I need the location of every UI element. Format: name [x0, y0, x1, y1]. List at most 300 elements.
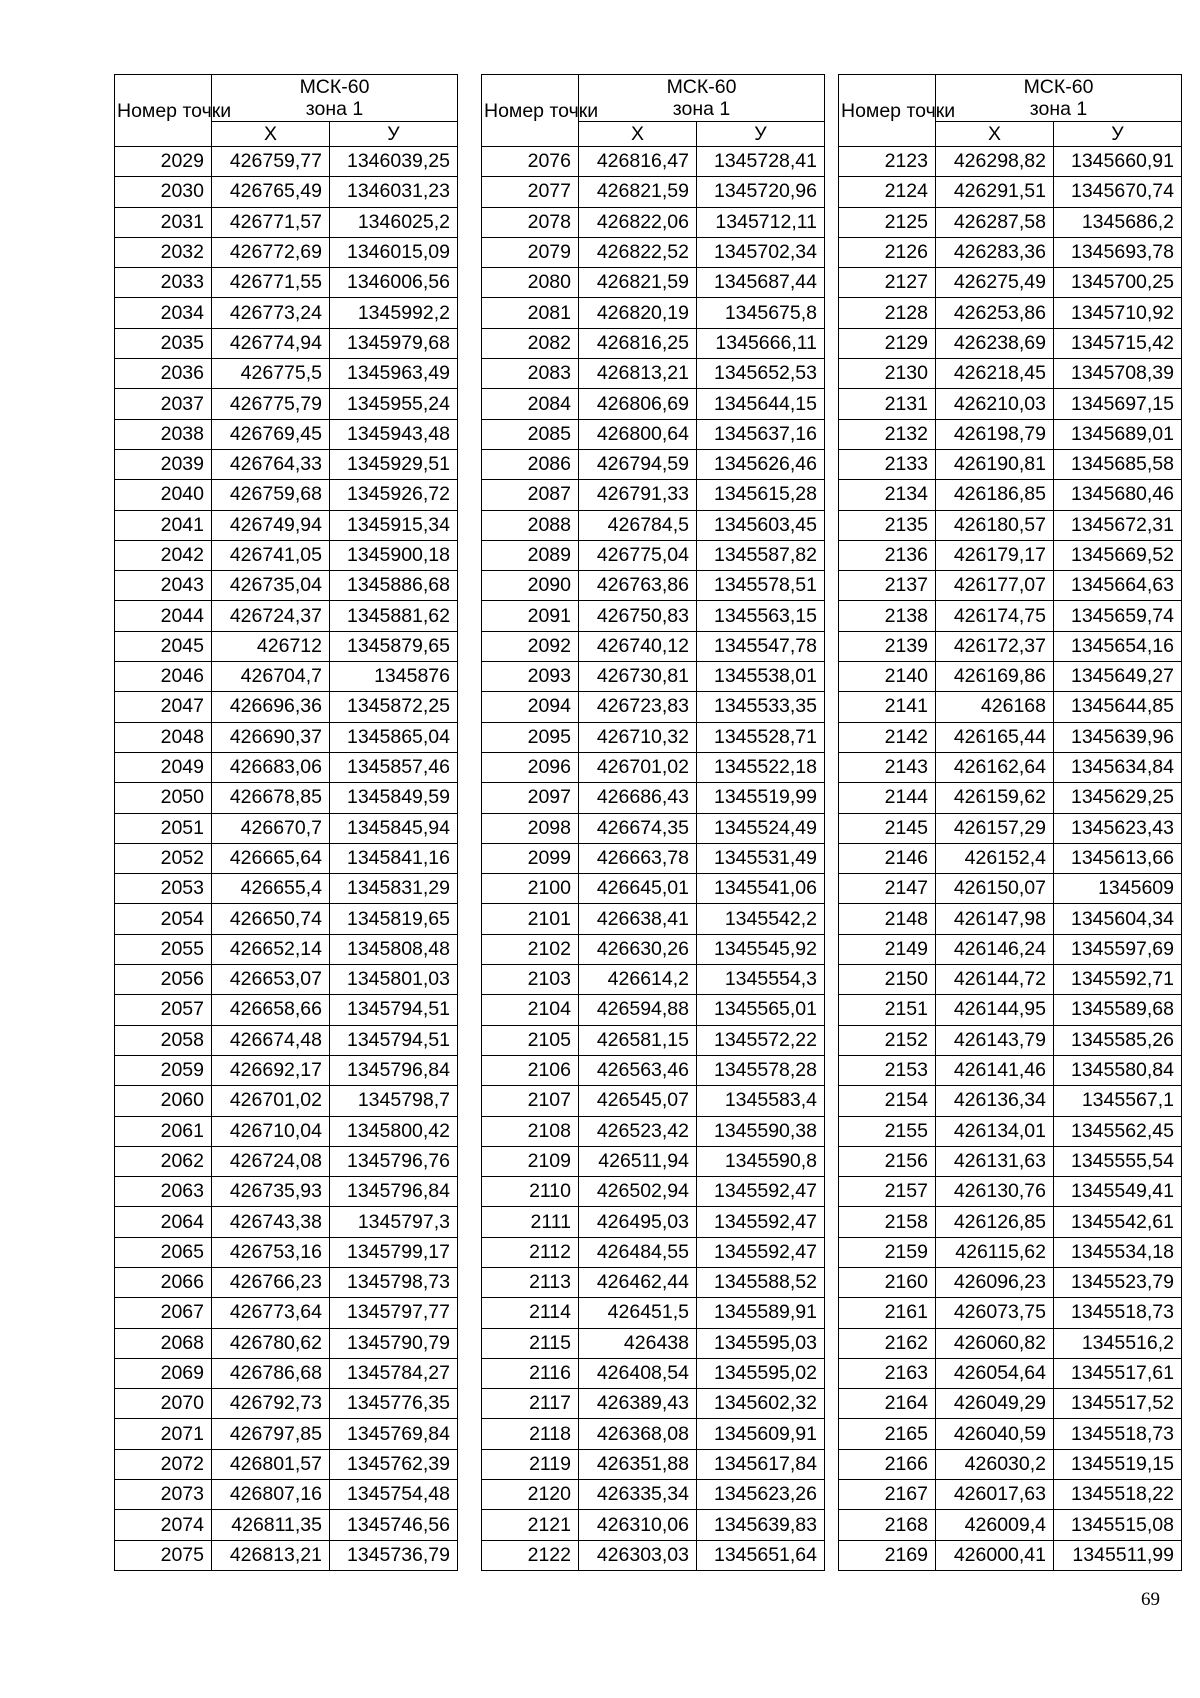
point-number-cell: 2107: [482, 1086, 579, 1116]
y-coordinate-cell: 1345798,7: [330, 1086, 458, 1116]
point-number-cell: 2085: [482, 419, 579, 449]
table-row: [482, 177, 825, 207]
point-number-cell: 2096: [482, 752, 579, 782]
table-row: [115, 1207, 458, 1237]
point-number-cell: 2030: [115, 177, 212, 207]
point-number-cell: 2061: [115, 1116, 212, 1146]
table-row: [482, 1449, 825, 1479]
y-coordinate-cell: 1345955,24: [330, 389, 458, 419]
point-number-cell: 2151: [839, 995, 936, 1025]
table-row: [115, 601, 458, 631]
table-row: [839, 480, 1182, 510]
table-row: [839, 874, 1182, 904]
table-row: [482, 389, 825, 419]
point-number-header: Номер точки: [839, 75, 936, 147]
table-row: [839, 1086, 1182, 1116]
y-coordinate-cell: 1345518,22: [1054, 1480, 1182, 1510]
table-row: [115, 692, 458, 722]
x-column-header: Х: [936, 122, 1054, 147]
x-coordinate-cell: 426723,83: [579, 692, 697, 722]
point-number-cell: 2149: [839, 934, 936, 964]
table-row: [839, 843, 1182, 873]
y-coordinate-cell: 1345831,29: [330, 874, 458, 904]
y-coordinate-cell: 1345712,11: [697, 207, 825, 237]
x-coordinate-cell: 426710,04: [212, 1116, 330, 1146]
table-row: [482, 328, 825, 358]
y-coordinate-cell: 1345572,22: [697, 1025, 825, 1055]
x-coordinate-cell: 426291,51: [936, 177, 1054, 207]
zone-name: зона 1: [305, 98, 364, 120]
x-coordinate-cell: 426794,59: [579, 449, 697, 479]
table-row: [115, 843, 458, 873]
y-coordinate-cell: 1345639,83: [697, 1510, 825, 1540]
point-number-cell: 2095: [482, 722, 579, 752]
x-coordinate-cell: 426144,95: [936, 995, 1054, 1025]
y-coordinate-cell: 1345680,46: [1054, 480, 1182, 510]
y-coordinate-cell: 1345992,2: [330, 298, 458, 328]
table-row: [839, 1540, 1182, 1570]
table-row: [482, 1358, 825, 1388]
y-coordinate-cell: 1345523,79: [1054, 1267, 1182, 1297]
table-row: [482, 359, 825, 389]
table-row: [482, 298, 825, 328]
y-coordinate-cell: 1345644,85: [1054, 692, 1182, 722]
point-number-cell: 2148: [839, 904, 936, 934]
y-coordinate-cell: 1345565,01: [697, 995, 825, 1025]
x-coordinate-cell: 426638,41: [579, 904, 697, 934]
y-coordinate-cell: 1345798,73: [330, 1267, 458, 1297]
point-number-cell: 2109: [482, 1146, 579, 1176]
x-coordinate-cell: 426511,94: [579, 1146, 697, 1176]
point-number-cell: 2146: [839, 843, 936, 873]
point-number-cell: 2167: [839, 1480, 936, 1510]
x-coordinate-cell: 426759,68: [212, 480, 330, 510]
x-coordinate-cell: 426674,48: [212, 1025, 330, 1055]
point-number-cell: 2140: [839, 662, 936, 692]
table-row: [115, 1449, 458, 1479]
point-number-cell: 2067: [115, 1298, 212, 1328]
y-coordinate-cell: 1345623,26: [697, 1480, 825, 1510]
table-row: [839, 1449, 1182, 1479]
y-coordinate-cell: 1345720,96: [697, 177, 825, 207]
x-coordinate-cell: 426821,59: [579, 268, 697, 298]
y-coordinate-cell: 1345626,46: [697, 449, 825, 479]
table-row: [115, 874, 458, 904]
x-coordinate-cell: 426822,52: [579, 237, 697, 267]
point-number-cell: 2126: [839, 237, 936, 267]
table-row: [839, 995, 1182, 1025]
x-coordinate-cell: 426750,83: [579, 601, 697, 631]
table-row: [115, 389, 458, 419]
point-number-cell: 2052: [115, 843, 212, 873]
x-coordinate-cell: 426724,08: [212, 1146, 330, 1176]
y-coordinate-cell: 1345583,4: [697, 1086, 825, 1116]
point-number-cell: 2054: [115, 904, 212, 934]
x-coordinate-cell: 426054,64: [936, 1358, 1054, 1388]
table-row: [839, 237, 1182, 267]
table-row: [839, 1419, 1182, 1449]
x-coordinate-cell: 426813,21: [212, 1540, 330, 1570]
x-coordinate-cell: 426710,32: [579, 722, 697, 752]
y-coordinate-cell: 1345652,53: [697, 359, 825, 389]
table-row: [482, 904, 825, 934]
x-coordinate-cell: 426807,16: [212, 1480, 330, 1510]
x-coordinate-cell: 426663,78: [579, 843, 697, 873]
x-coordinate-cell: 426665,64: [212, 843, 330, 873]
point-number-cell: 2147: [839, 874, 936, 904]
table-row: [482, 571, 825, 601]
point-number-cell: 2136: [839, 540, 936, 570]
table-row: [115, 147, 458, 177]
y-coordinate-cell: 1345669,52: [1054, 540, 1182, 570]
table-row: [482, 662, 825, 692]
table-row: [839, 1389, 1182, 1419]
x-coordinate-cell: 426645,01: [579, 874, 697, 904]
point-number-cell: 2106: [482, 1055, 579, 1085]
x-coordinate-cell: 426131,63: [936, 1146, 1054, 1176]
x-coordinate-cell: 426143,79: [936, 1025, 1054, 1055]
point-number-cell: 2097: [482, 783, 579, 813]
x-coordinate-cell: 426408,54: [579, 1358, 697, 1388]
x-coordinate-cell: 426017,63: [936, 1480, 1054, 1510]
table-row: [115, 1146, 458, 1176]
y-coordinate-cell: 1345799,17: [330, 1237, 458, 1267]
y-coordinate-cell: 1345686,2: [1054, 207, 1182, 237]
table-row: [115, 571, 458, 601]
point-number-cell: 2110: [482, 1177, 579, 1207]
x-coordinate-cell: 426136,34: [936, 1086, 1054, 1116]
x-coordinate-cell: 426658,66: [212, 995, 330, 1025]
point-number-cell: 2056: [115, 965, 212, 995]
point-number-cell: 2118: [482, 1419, 579, 1449]
y-coordinate-cell: 1345800,42: [330, 1116, 458, 1146]
table-row: [482, 1419, 825, 1449]
x-coordinate-cell: 426801,57: [212, 1449, 330, 1479]
x-column-header: Х: [212, 122, 330, 147]
y-coordinate-cell: 1345675,8: [697, 298, 825, 328]
point-number-cell: 2152: [839, 1025, 936, 1055]
point-number-cell: 2032: [115, 237, 212, 267]
y-column-header: У: [1054, 122, 1182, 147]
y-coordinate-cell: 1345517,52: [1054, 1389, 1182, 1419]
table-row: [115, 1086, 458, 1116]
point-number-cell: 2076: [482, 147, 579, 177]
x-coordinate-cell: 426740,12: [579, 631, 697, 661]
point-number-cell: 2116: [482, 1358, 579, 1388]
table-row: [482, 1025, 825, 1055]
y-coordinate-cell: 1345517,61: [1054, 1358, 1182, 1388]
point-number-cell: 2159: [839, 1237, 936, 1267]
y-coordinate-cell: 1345736,79: [330, 1540, 458, 1570]
table-row: [115, 722, 458, 752]
table-row: [839, 1116, 1182, 1146]
table-row: [839, 601, 1182, 631]
table-row: [482, 510, 825, 540]
system-name: МСК-60: [666, 76, 737, 98]
y-coordinate-cell: 1345754,48: [330, 1480, 458, 1510]
y-coordinate-cell: 1345511,99: [1054, 1540, 1182, 1570]
table-row: [839, 692, 1182, 722]
point-number-cell: 2050: [115, 783, 212, 813]
y-coordinate-cell: 1345700,25: [1054, 268, 1182, 298]
x-coordinate-cell: 426653,07: [212, 965, 330, 995]
point-number-cell: 2075: [115, 1540, 212, 1570]
table-row: [115, 268, 458, 298]
y-coordinate-cell: 1345562,45: [1054, 1116, 1182, 1146]
y-coordinate-cell: 1345518,73: [1054, 1419, 1182, 1449]
y-coordinate-cell: 1345879,65: [330, 631, 458, 661]
point-number-cell: 2079: [482, 237, 579, 267]
y-column-header: У: [697, 122, 825, 147]
y-coordinate-cell: 1345637,16: [697, 419, 825, 449]
table-row: [839, 783, 1182, 813]
y-coordinate-cell: 1345639,96: [1054, 722, 1182, 752]
y-coordinate-cell: 1345549,41: [1054, 1177, 1182, 1207]
table-row: [115, 449, 458, 479]
table-row: [839, 904, 1182, 934]
x-coordinate-cell: 426652,14: [212, 934, 330, 964]
point-number-cell: 2161: [839, 1298, 936, 1328]
y-coordinate-cell: 1345796,76: [330, 1146, 458, 1176]
table-row: [839, 1237, 1182, 1267]
x-coordinate-cell: 426743,38: [212, 1207, 330, 1237]
x-coordinate-cell: 426775,5: [212, 359, 330, 389]
y-coordinate-cell: 1345531,49: [697, 843, 825, 873]
point-number-cell: 2113: [482, 1267, 579, 1297]
x-coordinate-cell: 426190,81: [936, 449, 1054, 479]
table-row: [839, 965, 1182, 995]
point-number-cell: 2112: [482, 1237, 579, 1267]
point-number-cell: 2127: [839, 268, 936, 298]
table-row: [839, 813, 1182, 843]
y-coordinate-cell: 1345623,43: [1054, 813, 1182, 843]
point-number-cell: 2093: [482, 662, 579, 692]
table-row: [115, 934, 458, 964]
y-coordinate-cell: 1345519,99: [697, 783, 825, 813]
y-coordinate-cell: 1345541,06: [697, 874, 825, 904]
point-number-cell: 2060: [115, 1086, 212, 1116]
x-coordinate-cell: 426168: [936, 692, 1054, 722]
point-number-cell: 2153: [839, 1055, 936, 1085]
y-coordinate-cell: 1345801,03: [330, 965, 458, 995]
table-row: [482, 1540, 825, 1570]
point-number-cell: 2123: [839, 147, 936, 177]
table-row: [839, 298, 1182, 328]
table-row: [482, 1298, 825, 1328]
table-row: [839, 1510, 1182, 1540]
point-number-cell: 2035: [115, 328, 212, 358]
system-name: МСК-60: [1023, 76, 1094, 98]
x-coordinate-cell: 426545,07: [579, 1086, 697, 1116]
table-row: [482, 449, 825, 479]
table-row: [839, 1328, 1182, 1358]
point-number-header: Номер точки: [482, 75, 579, 147]
table-row: [482, 1328, 825, 1358]
x-coordinate-cell: 426165,44: [936, 722, 1054, 752]
table-row: [115, 1116, 458, 1146]
table-row: [839, 449, 1182, 479]
x-coordinate-cell: 426115,62: [936, 1237, 1054, 1267]
y-coordinate-cell: 1345519,15: [1054, 1449, 1182, 1479]
y-coordinate-cell: 1345881,62: [330, 601, 458, 631]
point-number-cell: 2102: [482, 934, 579, 964]
table-row: [482, 783, 825, 813]
table-row: [482, 419, 825, 449]
y-coordinate-cell: 1345547,78: [697, 631, 825, 661]
x-coordinate-cell: 426146,24: [936, 934, 1054, 964]
y-coordinate-cell: 1345592,71: [1054, 965, 1182, 995]
x-coordinate-cell: 426134,01: [936, 1116, 1054, 1146]
table-row: [115, 1389, 458, 1419]
y-coordinate-cell: 1346015,09: [330, 237, 458, 267]
table-row: [115, 1540, 458, 1570]
x-coordinate-cell: 426696,36: [212, 692, 330, 722]
system-name: МСК-60: [299, 76, 370, 98]
point-number-cell: 2169: [839, 1540, 936, 1570]
table-row: [482, 1480, 825, 1510]
y-coordinate-cell: 1345567,1: [1054, 1086, 1182, 1116]
y-coordinate-cell: 1345790,79: [330, 1328, 458, 1358]
point-number-cell: 2083: [482, 359, 579, 389]
coordinate-tables: [114, 74, 1180, 1576]
y-coordinate-cell: 1345796,84: [330, 1177, 458, 1207]
y-coordinate-cell: 1345528,71: [697, 722, 825, 752]
x-coordinate-cell: 426701,02: [212, 1086, 330, 1116]
table-row: [482, 934, 825, 964]
y-coordinate-cell: 1345602,32: [697, 1389, 825, 1419]
point-number-cell: 2091: [482, 601, 579, 631]
y-coordinate-cell: 1345542,61: [1054, 1207, 1182, 1237]
coordinate-table-2: [481, 74, 825, 1571]
point-number-cell: 2080: [482, 268, 579, 298]
table-row: [115, 995, 458, 1025]
x-coordinate-cell: 426040,59: [936, 1419, 1054, 1449]
point-number-cell: 2111: [482, 1207, 579, 1237]
y-coordinate-cell: 1345849,59: [330, 783, 458, 813]
table-row: [115, 1419, 458, 1449]
y-coordinate-cell: 1345590,8: [697, 1146, 825, 1176]
y-coordinate-cell: 1345589,68: [1054, 995, 1182, 1025]
y-coordinate-cell: 1345900,18: [330, 540, 458, 570]
x-coordinate-cell: 426741,05: [212, 540, 330, 570]
x-coordinate-cell: 426581,15: [579, 1025, 697, 1055]
x-column-header: Х: [579, 122, 697, 147]
point-number-cell: 2033: [115, 268, 212, 298]
table-row: [839, 1177, 1182, 1207]
y-coordinate-cell: 1345534,18: [1054, 1237, 1182, 1267]
table-row: [839, 359, 1182, 389]
x-coordinate-cell: 426773,24: [212, 298, 330, 328]
x-coordinate-cell: 426180,57: [936, 510, 1054, 540]
table-row: [482, 1116, 825, 1146]
y-coordinate-cell: 1345841,16: [330, 843, 458, 873]
x-coordinate-cell: 426172,37: [936, 631, 1054, 661]
y-coordinate-cell: 1345943,48: [330, 419, 458, 449]
point-number-cell: 2041: [115, 510, 212, 540]
y-coordinate-cell: 1345609,91: [697, 1419, 825, 1449]
point-number-cell: 2156: [839, 1146, 936, 1176]
point-number-cell: 2078: [482, 207, 579, 237]
y-coordinate-cell: 1346025,2: [330, 207, 458, 237]
table-row: [115, 1510, 458, 1540]
x-coordinate-cell: 426389,43: [579, 1389, 697, 1419]
point-number-cell: 2132: [839, 419, 936, 449]
point-number-cell: 2108: [482, 1116, 579, 1146]
point-number-cell: 2047: [115, 692, 212, 722]
y-coordinate-cell: 1345876: [330, 662, 458, 692]
x-coordinate-cell: 426774,94: [212, 328, 330, 358]
y-coordinate-cell: 1345644,15: [697, 389, 825, 419]
x-coordinate-cell: 426218,45: [936, 359, 1054, 389]
y-coordinate-cell: 1345613,66: [1054, 843, 1182, 873]
point-number-cell: 2038: [115, 419, 212, 449]
y-coordinate-cell: 1345554,3: [697, 965, 825, 995]
table-row: [839, 147, 1182, 177]
point-number-cell: 2071: [115, 1419, 212, 1449]
y-coordinate-cell: 1345687,44: [697, 268, 825, 298]
x-coordinate-cell: 426704,7: [212, 662, 330, 692]
point-number-cell: 2029: [115, 147, 212, 177]
point-number-cell: 2089: [482, 540, 579, 570]
point-number-cell: 2072: [115, 1449, 212, 1479]
x-coordinate-cell: 426287,58: [936, 207, 1054, 237]
x-coordinate-cell: 426169,86: [936, 662, 1054, 692]
y-coordinate-cell: 1345515,08: [1054, 1510, 1182, 1540]
y-coordinate-cell: 1345746,56: [330, 1510, 458, 1540]
point-number-cell: 2101: [482, 904, 579, 934]
point-number-cell: 2166: [839, 1449, 936, 1479]
y-coordinate-cell: 1345926,72: [330, 480, 458, 510]
y-coordinate-cell: 1345634,84: [1054, 752, 1182, 782]
x-coordinate-cell: 426335,34: [579, 1480, 697, 1510]
x-coordinate-cell: 426368,08: [579, 1419, 697, 1449]
point-number-cell: 2131: [839, 389, 936, 419]
y-coordinate-cell: 1345578,28: [697, 1055, 825, 1085]
point-number-cell: 2162: [839, 1328, 936, 1358]
table-row: [115, 1328, 458, 1358]
y-coordinate-cell: 1345538,01: [697, 662, 825, 692]
table-row: [839, 268, 1182, 298]
x-coordinate-cell: 426147,98: [936, 904, 1054, 934]
table-row: [115, 631, 458, 661]
y-coordinate-cell: 1345693,78: [1054, 237, 1182, 267]
point-number-cell: 2045: [115, 631, 212, 661]
x-coordinate-cell: 426674,35: [579, 813, 697, 843]
x-coordinate-cell: 426690,37: [212, 722, 330, 752]
x-coordinate-cell: 426773,64: [212, 1298, 330, 1328]
point-number-cell: 2098: [482, 813, 579, 843]
x-coordinate-cell: 426763,86: [579, 571, 697, 601]
y-coordinate-cell: 1345592,47: [697, 1207, 825, 1237]
table-row: [482, 1055, 825, 1085]
y-coordinate-cell: 1345590,38: [697, 1116, 825, 1146]
table-row: [839, 1207, 1182, 1237]
y-coordinate-cell: 1345794,51: [330, 995, 458, 1025]
x-coordinate-cell: 426238,69: [936, 328, 1054, 358]
y-coordinate-cell: 1345670,74: [1054, 177, 1182, 207]
table-row: [839, 934, 1182, 964]
table-row: [115, 419, 458, 449]
x-coordinate-cell: 426749,94: [212, 510, 330, 540]
point-number-cell: 2064: [115, 1207, 212, 1237]
x-coordinate-cell: 426775,79: [212, 389, 330, 419]
table-row: [115, 783, 458, 813]
point-number-cell: 2066: [115, 1267, 212, 1297]
point-number-cell: 2154: [839, 1086, 936, 1116]
y-coordinate-cell: 1345808,48: [330, 934, 458, 964]
table-row: [482, 268, 825, 298]
table-row: [839, 1025, 1182, 1055]
